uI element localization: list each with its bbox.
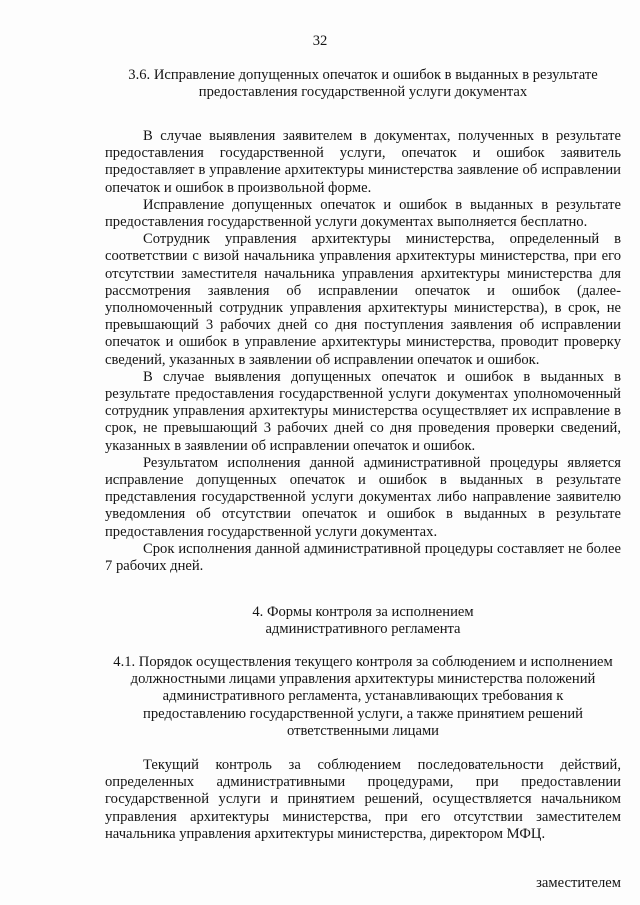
heading-line: административного регламента, устанавливающих требования к [162,688,564,705]
heading-line: ответственными лицами [286,722,439,739]
heading-line: 4.1. Порядок осуществления текущего контроля за соблюдением и исполнением [113,654,613,670]
section-4-1-heading [105,654,621,740]
section-4-1-body [105,757,621,843]
paragraph: Результатом исполнения данной административной процедуры является исправление допущенных опечаток и ошибок в выданных в результате представления государственной услуги документах либо направление заявителю уведомления об отсутствии опечаток и ошибок в выданных в результате предоставления государственной услуги документах. [105,454,621,540]
page-number: 32 [312,33,328,49]
paragraph: Сотрудник управления архитектуры министерства, определенный в соответствии с визой начальника управления архитектуры министерства, при его отсутствии заместителя начальника управления архитектуры министерства для рассмотрения заявления об исправлении опечаток и ошибок (далее-уполномоченный сотрудник управления архитектуры министерства), в срок, не превышающий 3 рабочих дней со дня поступления заявления об исправлении опечаток и ошибок в управление архитектуры министерства, проводит проверку сведений, указанных в заявлении об исправлении опечаток и ошибок. [105,231,621,368]
paragraph: Исправление допущенных опечаток и ошибок в выданных в результате предоставления государственной услуги документах выполняется бесплатно. [105,196,621,231]
heading-line: предоставления государственной услуги документах [198,84,528,101]
paragraph: Текущий контроль за соблюдением последовательности действий, определенных административными процедурами, при предоставлении государственной услуги и принятием решений, осуществляется начальником управления архитектуры министерства, при его отсутствии заместителем начальника управления архитектуры министерства, директором МФЦ. [105,757,621,842]
page-catchword: заместителем [536,875,621,891]
heading-line: 3.6. Исправление допущенных опечаток и ошибок в выданных в результате [128,67,598,83]
paragraph: Срок исполнения данной административной процедуры составляет не более 7 рабочих дней. [105,540,621,575]
paragraph: В случае выявления допущенных опечаток и ошибок в выданных в результате предоставления государственной услуги документах уполномоченный сотрудник управления архитектуры министерства осуществляет их исправление в срок, не превышающий 3 рабочих дней со дня проведения проверки сведений, указанных в заявлении об исправлении опечаток и ошибок. [105,368,621,454]
section-4-heading [105,604,621,638]
section-3-6-body [105,128,621,575]
heading-line: должностными лицами управления архитектуры министерства положений [130,671,596,688]
section-3-6-heading [105,67,621,101]
heading-line: предоставлению государственной услуги, а также принятием решений [143,705,583,722]
heading-line: 4. Формы контроля за исполнением [252,604,474,620]
heading-line: административного регламента [265,621,461,638]
paragraph: В случае выявления заявителем в документах, полученных в результате предоставления государственной услуги, опечаток и ошибок заявитель предоставляет в управление архитектуры министерства заявление об исправлении опечаток и ошибок в произвольной форме. [105,128,621,196]
